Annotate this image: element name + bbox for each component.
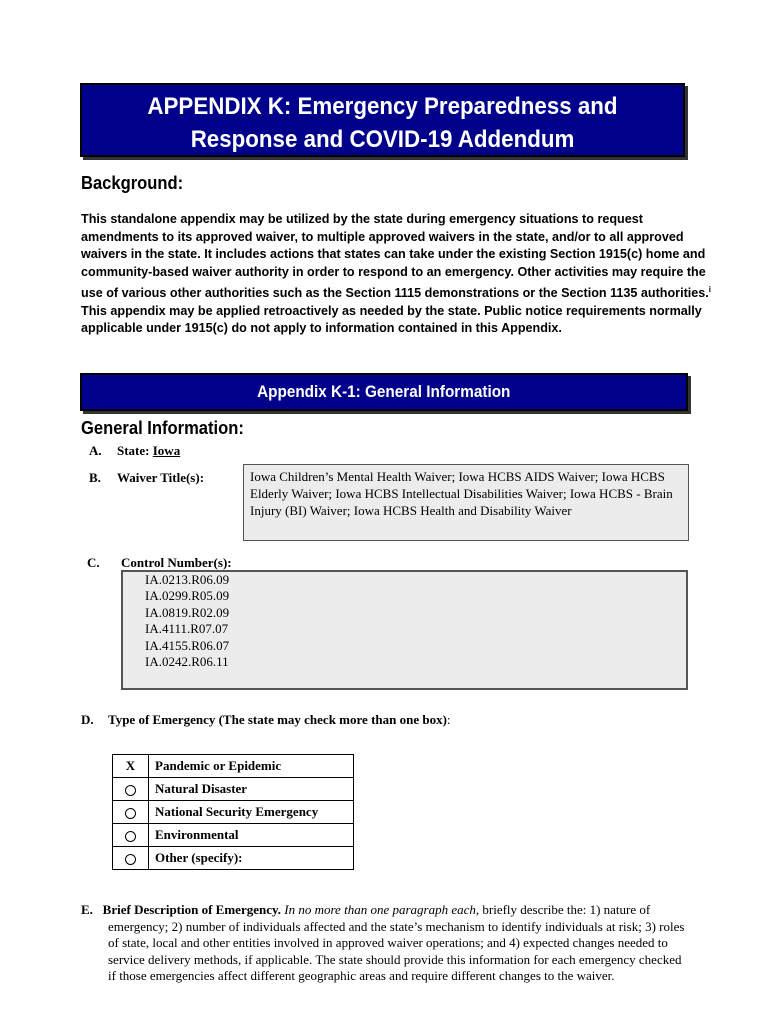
item-e-letter: E. bbox=[81, 902, 93, 917]
item-d-letter: D. bbox=[81, 712, 94, 727]
emergency-type-row bbox=[113, 847, 354, 870]
waiver-titles-field[interactable]: Iowa Children’s Mental Health Waiver; Iowa HCBS AIDS Waiver; Iowa HCBS Elderly Waiver; Iowa HCBS Intellectual Disabilities Waiver; Iowa HCBS - Brain Injury (BI) Waiver; Iowa HCBS Health and Disability Waiver bbox=[243, 464, 689, 541]
appendix-title-line2: Response and COVID-19 Addendum bbox=[190, 126, 575, 153]
state-label: State: bbox=[117, 443, 150, 458]
emergency-type-row bbox=[113, 778, 354, 801]
section-k1-title: Appendix K-1: General Information bbox=[257, 382, 511, 401]
control-numbers-label: Control Number(s): bbox=[121, 555, 232, 570]
emergency-type-question bbox=[108, 712, 451, 728]
radio-circle-icon bbox=[125, 854, 136, 865]
control-number: IA.0819.R02.09 bbox=[145, 604, 230, 620]
state-value[interactable]: Iowa bbox=[152, 443, 181, 458]
emergency-description-instructions bbox=[81, 902, 691, 985]
environmental-radio[interactable] bbox=[113, 824, 149, 847]
natural-disaster-radio[interactable] bbox=[113, 778, 149, 801]
emergency-description-italic: In no more than one paragraph each bbox=[284, 902, 476, 917]
control-number: IA.0213.R06.09 bbox=[145, 572, 230, 587]
item-c-letter: C. bbox=[87, 555, 100, 570]
emergency-type-label: National Security Emergency bbox=[149, 801, 354, 824]
national-security-radio[interactable] bbox=[113, 801, 149, 824]
pandemic-checkbox[interactable]: X bbox=[113, 755, 149, 778]
background-heading: Background: bbox=[81, 173, 184, 193]
radio-circle-icon bbox=[125, 808, 136, 819]
control-number: IA.0242.R06.11 bbox=[145, 654, 229, 670]
emergency-type-label: Pandemic or Epidemic bbox=[149, 755, 354, 778]
emergency-description-label: Brief Description of Emergency. bbox=[102, 902, 282, 917]
radio-circle-icon bbox=[125, 785, 136, 796]
emergency-type-colon: : bbox=[446, 712, 451, 727]
state-row bbox=[117, 443, 180, 459]
general-information-heading: General Information: bbox=[81, 418, 244, 438]
background-paragraph bbox=[81, 211, 721, 338]
emergency-description-text: , briefly describe the: 1) nature of emergency; 2) number of individuals affected and the state’s mechanism to identify individuals at risk; 3) roles of state, local and other entities involved in approved waiver operations; and 4) expected changes needed to service delivery methods, if applicable. The state should provide this information for each emergency checked if those emergencies affect different geographic areas and require different changes to the waiver. bbox=[108, 902, 685, 983]
emergency-type-table bbox=[112, 754, 354, 870]
section-k1-banner bbox=[80, 373, 688, 411]
control-numbers-list bbox=[145, 572, 229, 670]
waiver-title-label: Waiver Title(s): bbox=[117, 470, 205, 485]
emergency-type-label: Type of Emergency (The state may check more than one box) bbox=[108, 712, 447, 727]
emergency-type-row bbox=[113, 824, 354, 847]
radio-circle-icon bbox=[125, 831, 136, 842]
other-radio[interactable] bbox=[113, 847, 149, 870]
control-number: IA.4155.R06.07 bbox=[145, 637, 230, 653]
appendix-title-line1: APPENDIX K: Emergency Preparedness and bbox=[147, 93, 618, 120]
item-e-paragraph bbox=[81, 902, 691, 985]
control-number: IA.4111.R07.07 bbox=[145, 621, 229, 637]
emergency-type-label: Environmental bbox=[149, 824, 354, 847]
background-text-part2: This appendix may be applied retroactively as needed by the state. Public notice requirements normally applicable under 1915(c) do not apply to information contained in this Appendix. bbox=[81, 303, 702, 336]
background-text-part1: This standalone appendix may be utilized by the state during emergency situations to request amendments to its approved waiver, to multiple approved waivers in the state, and/or to all approved waivers in the state. It includes actions that states can take under the existing Section 1915(c) home and community-based waiver authority in order to respond to an emergency. Other activities may require the use of various other authorities such as the Section 1115 demonstrations or the Section 1135 authorities. bbox=[81, 212, 709, 301]
emergency-type-row bbox=[113, 755, 354, 778]
control-number: IA.0299.R05.09 bbox=[145, 588, 230, 604]
item-b-letter: B. bbox=[89, 470, 101, 485]
emergency-type-label: Other (specify): bbox=[149, 847, 354, 870]
item-a-letter: A. bbox=[89, 443, 102, 458]
emergency-type-label: Natural Disaster bbox=[149, 778, 354, 801]
footnote-reference[interactable]: i bbox=[708, 285, 712, 294]
appendix-title-banner bbox=[80, 83, 685, 157]
emergency-type-row bbox=[113, 801, 354, 824]
